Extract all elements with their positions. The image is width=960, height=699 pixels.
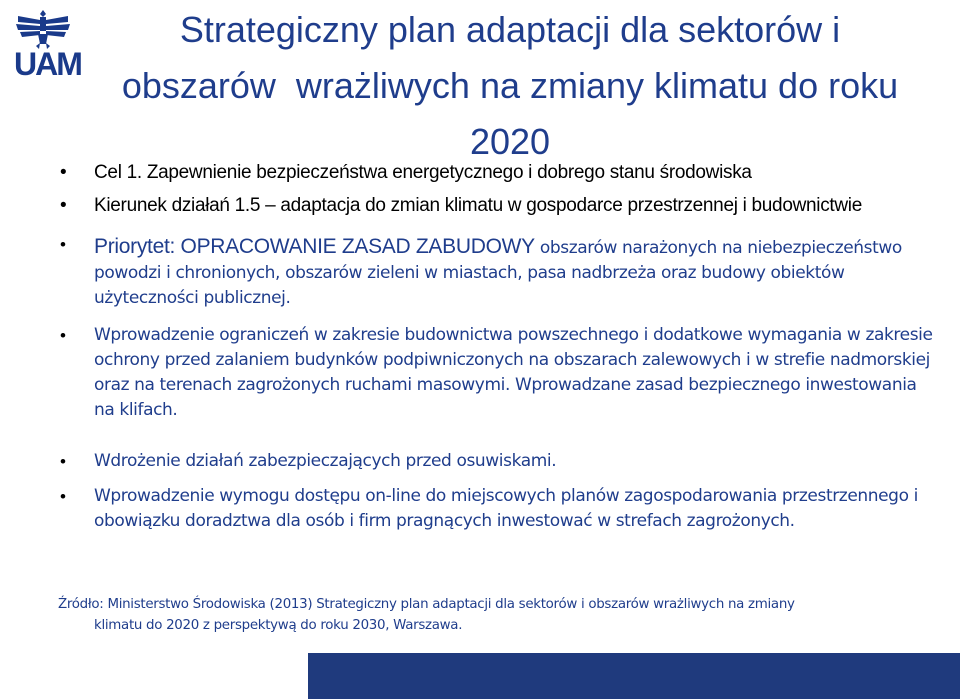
source-line-1: Źródło: Ministerstwo Środowiska (2013) Strategiczny plan adaptacji dla sektorów i obszarów wrażliwych na zmiany — [58, 597, 795, 612]
bullet-dot-icon: • — [60, 235, 66, 254]
priorytet-text: obszarów narażonych na niebezpieczeństwo powodzi i chronionych, obszarów zieleni w miastach, pasa nadbrzeża oraz budowy obiektów użyteczności publicznej. — [94, 238, 902, 308]
bullet-dot-icon: • — [60, 452, 66, 471]
slide-title — [80, 2, 940, 170]
bullet-cel — [60, 158, 940, 187]
title-line-2: obszarów wrażliwych na zmiany klimatu do roku — [121, 65, 899, 106]
bullet-kierunek — [60, 191, 940, 220]
bullet-wprowadzenie-wymogu — [60, 484, 940, 534]
bullet-list — [60, 158, 940, 534]
wdrozenie-text: Wdrożenie działań zabezpieczających przed osuwiskami. — [94, 451, 557, 471]
source-line-2: klimatu do 2020 z perspektywą do roku 2030, Warszawa. — [94, 618, 463, 633]
bullet-dot-icon: • — [60, 487, 66, 506]
source-citation — [58, 594, 948, 636]
wprowadzenie-wymogu-text: Wprowadzenie wymogu dostępu on-line do miejscowych planów zagospodarowania przestrzennego i obowiązku doradztwa dla osób i firm pragnących inwestować w strefach zagrożonych. — [94, 486, 918, 531]
bullet-dot-icon: • — [60, 326, 66, 345]
title-line-3: 2020 — [469, 121, 551, 162]
wprowadzenie-ograniczen-text: Wprowadzenie ograniczeń w zakresie budownictwa powszechnego i dodatkowe wymagania w zakresie ochrony przed zalaniem budynków podpiwniczonych na obszarach zalewowych i w strefie nadmorskiej oraz na terenach zagrożonych ruchami masowymi. Wprowadzane zasad bezpiecznego inwestowania na klifach. — [94, 325, 933, 420]
bullet-wdrozenie — [60, 449, 940, 474]
bullet-kierunek-text: Kierunek działań 1.5 – adaptacja do zmian klimatu w gospodarce przestrzennej i budownictwie — [94, 195, 862, 216]
priorytet-label: Priorytet: OPRACOWANIE ZASAD ZABUDOWY — [94, 235, 535, 258]
bullet-dot-icon: • — [60, 162, 67, 183]
logo-text: UAM — [14, 46, 81, 82]
title-line-1: Strategiczny plan adaptacji dla sektorów i — [179, 9, 841, 50]
bullet-dot-icon: • — [60, 195, 67, 216]
bullet-priorytet — [60, 232, 940, 311]
bullet-wprowadzenie-ograniczen — [60, 323, 940, 423]
bullet-cel-text: Cel 1. Zapewnienie bezpieczeństwa energetycznego i dobrego stanu środowiska — [94, 162, 752, 183]
footer-bar — [308, 653, 960, 699]
